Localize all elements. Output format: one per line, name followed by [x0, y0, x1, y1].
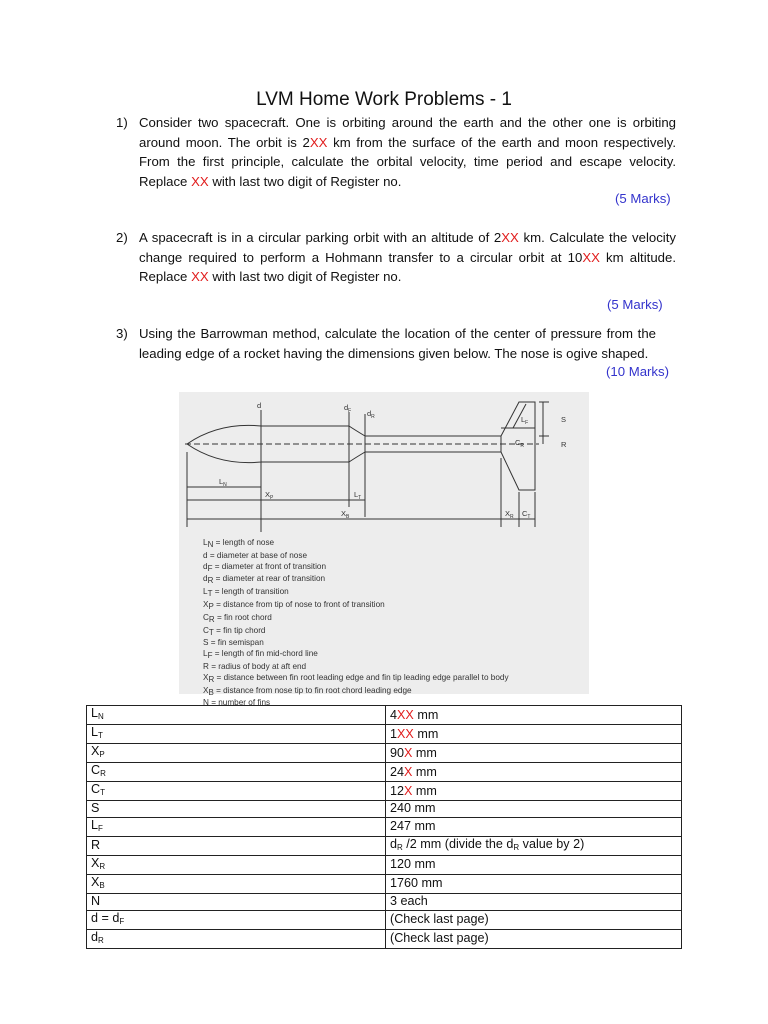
legend-description: = diameter at front of transition [212, 561, 326, 571]
legend-symbol-subscript: R [207, 576, 214, 586]
parameter-symbol: N [91, 894, 101, 909]
parameter-symbol: C [91, 782, 101, 796]
table-row [87, 763, 682, 782]
legend-description: = length of nose [213, 538, 275, 547]
parameter-subscript: N [98, 712, 104, 721]
label-ct: $C_T$ [522, 509, 531, 520]
legend-symbol-subscript: T [207, 589, 213, 599]
value-cell [386, 782, 682, 801]
parameter-symbol: d [91, 929, 99, 944]
question-text [139, 113, 676, 191]
label-lt: $L_T$ [354, 490, 362, 501]
legend-description: = diameter at base of nose [207, 550, 308, 560]
legend-item [203, 638, 509, 649]
rocket-dimension-figure [179, 392, 589, 708]
value-text: R [397, 842, 403, 852]
q1-text-b: km from the surface of the earth and moon respectively. From the first principle, calculate the orbital velocity, time period and escape velocity. Replace [139, 134, 676, 189]
value-text: 1 [390, 726, 398, 741]
parameter-cell [87, 817, 386, 836]
table-row [87, 910, 682, 929]
question-number: 2) [116, 230, 128, 245]
value-cell [386, 893, 682, 910]
parameter-subscript: B [99, 880, 105, 890]
table-row [87, 706, 682, 725]
legend-symbol: X [203, 685, 209, 695]
value-text: 24 [390, 764, 405, 779]
legend-description: = distance between fin root leading edge and fin tip leading edge parallel to body [214, 672, 509, 682]
parameter-symbol: X [91, 855, 100, 870]
label-ln: $L_N$ [219, 477, 227, 488]
value-text: mm [412, 745, 437, 760]
q2-text-b: km. Calculate the velocity change required to perform a Hohmann transfer to a circular orbit at 10 [139, 230, 676, 265]
parameter-cell [87, 855, 386, 874]
table-row [87, 744, 682, 763]
legend-description: = diameter at rear of transition [213, 574, 326, 584]
q1-text-a: Consider two spacecraft. One is orbiting around the earth and the other one is orbiting around moon. The orbit is 2 [139, 115, 676, 150]
legend-symbol: N [203, 698, 209, 708]
parameter-subscript: P [99, 750, 105, 759]
parameter-symbol: X [91, 744, 100, 758]
dimensions-table [86, 705, 682, 949]
label-r: R [561, 440, 567, 449]
register-placeholder: X [404, 764, 413, 779]
question-text: Using the Barrowman method, calculate the location of the center of pressure from the leading edge of a rocket having the dimensions given below. The nose is ogive shaped. [139, 326, 656, 361]
parameter-subscript: T [98, 731, 103, 740]
legend-item [203, 551, 509, 562]
register-placeholder: XX [397, 707, 414, 722]
legend-symbol: X [203, 599, 209, 609]
value-text: mm [413, 726, 439, 741]
value-cell [386, 817, 682, 836]
parameter-symbol: X [91, 874, 100, 889]
value-cell [386, 910, 682, 929]
label-xp: $X_P$ [265, 490, 274, 501]
parameter-symbol: R [91, 838, 101, 853]
parameter-cell [87, 836, 386, 855]
parameter-subscript: F [119, 916, 125, 926]
legend-item [203, 587, 509, 600]
table-row [87, 817, 682, 836]
value-cell [386, 855, 682, 874]
parameter-symbol: C [91, 763, 101, 777]
label-s: S [561, 415, 567, 424]
legend-item [203, 649, 509, 662]
parameter-cell [87, 782, 386, 801]
question-2-marks: (5 Marks) [607, 297, 663, 312]
table-row [87, 855, 682, 874]
value-cell [386, 929, 682, 948]
legend-item [203, 673, 509, 686]
label-xb: $X_B$ [341, 509, 350, 520]
value-cell [386, 874, 682, 893]
q1-text-c: with last two digit of Register no. [208, 173, 402, 189]
value-text: (Check last page) [390, 931, 489, 946]
legend-symbol-subscript: P [208, 601, 214, 611]
table-row [87, 801, 682, 818]
q1-placeholder: XX [309, 134, 328, 150]
label-xr: $X_R$ [505, 509, 514, 520]
q2-placeholder: XX [501, 230, 519, 245]
legend-item [203, 538, 509, 551]
legend-symbol: L [203, 538, 208, 547]
legend-item [203, 574, 509, 587]
legend-symbol-subscript: N [207, 540, 214, 549]
value-text: 4 [390, 707, 398, 722]
legend-description: = length of fin mid-chord line [212, 649, 318, 659]
legend-symbol-subscript: F [207, 563, 213, 573]
parameter-cell [87, 744, 386, 763]
value-cell [386, 744, 682, 763]
label-df: $d_F$ [344, 403, 352, 414]
label-dr: $d_R$ [367, 409, 375, 420]
parameter-cell [87, 801, 386, 818]
legend-description: = fin tip chord [213, 625, 266, 635]
parameter-symbol: L [91, 817, 99, 832]
value-cell [386, 836, 682, 855]
legend-description: = number of fins [208, 698, 271, 708]
value-text: /2 mm (divide the d [402, 836, 514, 851]
page-title: LVM Home Work Problems - 1 [256, 89, 512, 110]
legend-symbol-subscript: B [208, 687, 214, 697]
parameter-symbol: d = d [91, 910, 120, 925]
value-cell [386, 725, 682, 744]
q2-text-c: km altitude. Replace [139, 249, 676, 284]
legend-item [203, 662, 509, 673]
value-text: mm [412, 764, 437, 779]
parameter-cell [87, 893, 386, 910]
value-text: 3 each [390, 894, 428, 909]
question-number: 3) [116, 326, 128, 341]
q2-placeholder: XX [582, 249, 600, 265]
value-text: 240 mm [390, 801, 436, 816]
value-cell [386, 706, 682, 725]
legend-symbol: C [203, 625, 209, 635]
legend-symbol: d [203, 550, 208, 560]
register-placeholder: X [404, 783, 413, 798]
rocket-fin-lower [501, 452, 535, 490]
legend-symbol: L [203, 649, 208, 659]
table-row [87, 782, 682, 801]
legend-description: = fin root chord [214, 612, 272, 622]
table-row [87, 725, 682, 744]
value-text: 90 [390, 745, 405, 760]
legend-symbol-subscript: T [208, 627, 214, 637]
parameter-subscript: T [100, 788, 105, 797]
value-text: 247 mm [390, 819, 436, 834]
legend-symbol-subscript: R [208, 674, 215, 684]
value-text: value by 2) [519, 836, 585, 851]
legend-item [203, 626, 509, 639]
legend-symbol: R [203, 661, 209, 671]
question-text [139, 228, 676, 287]
question-2 [116, 228, 676, 287]
value-text: R [513, 842, 520, 852]
legend-item [203, 686, 509, 699]
value-text: 120 mm [390, 857, 436, 872]
label-d: d [257, 401, 262, 410]
table-row [87, 874, 682, 893]
value-text: d [390, 836, 398, 851]
legend-description: = radius of body at aft end [208, 661, 307, 671]
parameter-subscript: F [98, 823, 103, 833]
q2-text-d: with last two digit of Register no. [208, 269, 402, 284]
parameter-cell [87, 706, 386, 725]
parameter-subscript: R [100, 769, 106, 778]
value-text: 1760 mm [390, 876, 443, 891]
parameter-symbol: L [91, 725, 99, 739]
parameter-subscript: R [98, 935, 104, 945]
legend-item [203, 613, 509, 626]
q2-placeholder: XX [191, 269, 209, 284]
legend-description: = distance from nose tip to fin root chord leading edge [213, 685, 412, 695]
table-row [87, 893, 682, 910]
value-text: mm [412, 783, 437, 798]
parameter-cell [87, 763, 386, 782]
legend-description: = distance from tip of nose to front of transition [213, 599, 385, 609]
register-placeholder: X [404, 745, 413, 760]
parameter-cell [87, 910, 386, 929]
label-lf: $L_F$ [521, 415, 529, 426]
q1-placeholder: XX [191, 173, 209, 189]
legend-symbol: d [203, 561, 208, 571]
value-text: mm [413, 707, 439, 722]
parameter-symbol: L [91, 706, 99, 720]
parameter-subscript: R [99, 861, 106, 871]
value-cell [386, 763, 682, 782]
legend-symbol: X [203, 672, 209, 682]
parameter-cell [87, 929, 386, 948]
legend-item [203, 600, 509, 613]
question-number: 1) [116, 115, 128, 130]
legend-symbol-subscript: R [208, 614, 215, 624]
question-1 [116, 113, 676, 191]
label-cr: $C_R$ [515, 438, 525, 449]
register-placeholder: XX [397, 726, 414, 741]
question-1-marks: (5 Marks) [615, 191, 671, 206]
table-row [87, 836, 682, 855]
parameter-cell [87, 725, 386, 744]
legend-description: = length of transition [212, 587, 289, 597]
question-3 [116, 324, 656, 363]
parameter-cell [87, 874, 386, 893]
value-text: (Check last page) [390, 912, 489, 927]
question-3-marks: (10 Marks) [606, 364, 670, 379]
q2-text-a: A spacecraft is in a circular parking orbit with an altitude of 2 [139, 230, 502, 245]
legend-description: = fin semispan [208, 638, 264, 648]
legend-symbol: L [203, 587, 208, 597]
legend-item [203, 562, 509, 575]
parameter-symbol: S [91, 801, 100, 816]
table-row [87, 929, 682, 948]
value-cell [386, 801, 682, 818]
figure-legend [203, 538, 509, 709]
legend-symbol: C [203, 612, 209, 622]
value-text: 12 [390, 783, 405, 798]
legend-symbol: S [203, 638, 209, 648]
legend-symbol-subscript: F [207, 651, 213, 661]
legend-symbol: d [203, 574, 208, 584]
